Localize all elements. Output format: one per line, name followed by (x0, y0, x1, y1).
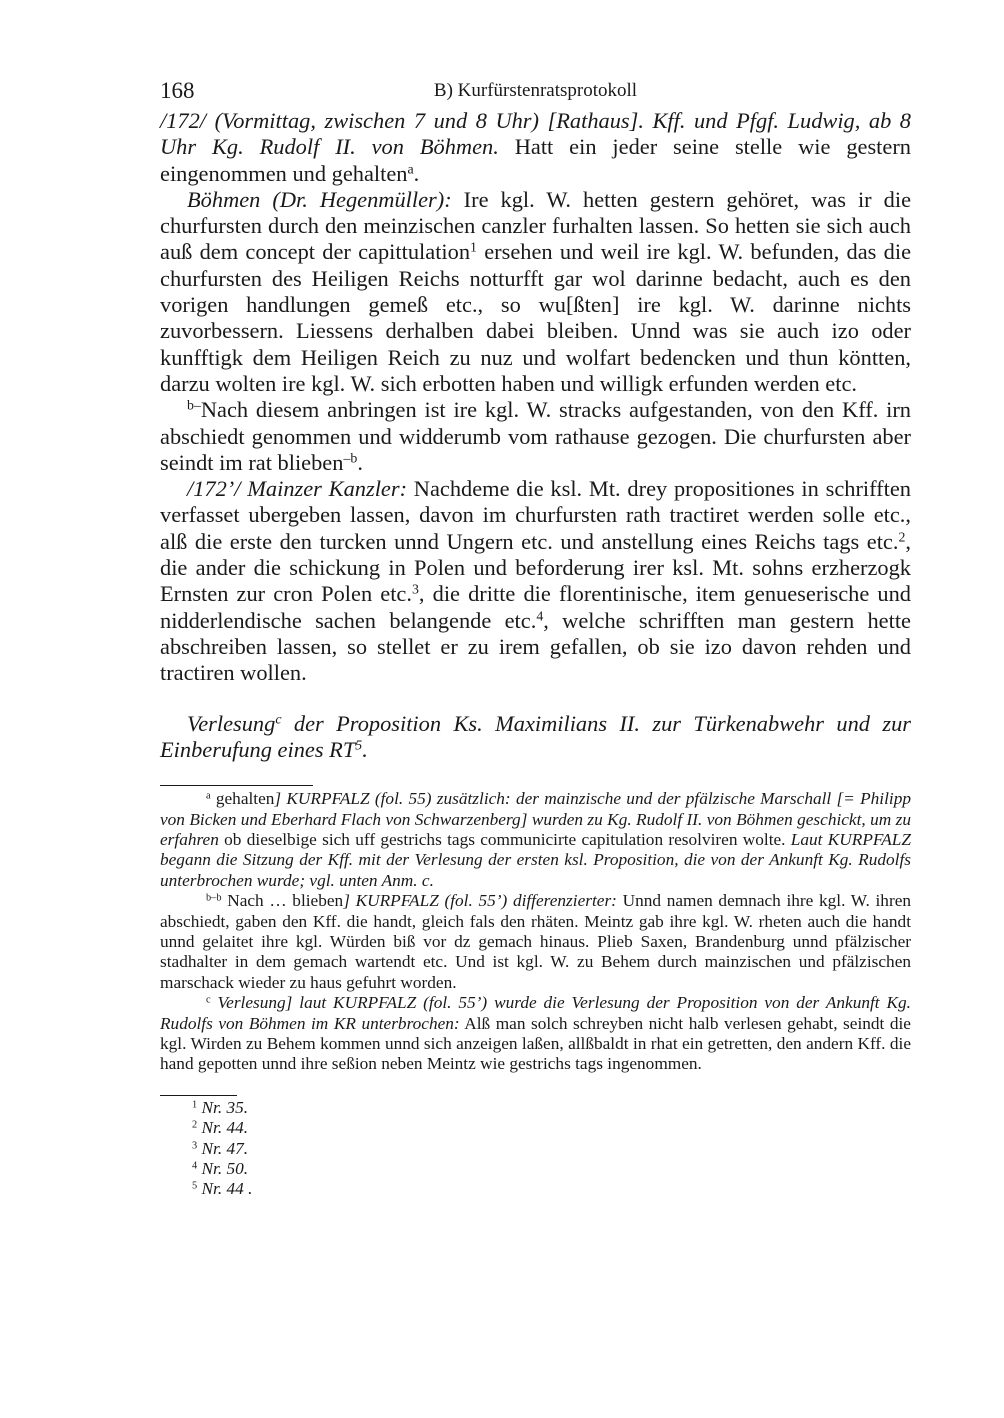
reference-mark-2[interactable]: 2 (898, 530, 906, 546)
reference-note: $^2$ Nr. 44. (192, 1118, 249, 1138)
reference-note: $^1$ Nr. 35. (192, 1097, 249, 1117)
footnote-mark-b-end[interactable]: –b (343, 451, 358, 467)
footnote-b: $^{b-b}$ Nach … blieben] KURPFALZ (fol. 55’) differenzierter: Unnd namen demnach ihre kgl. W. ihren abschiedt, gaben den Kff. die handt, gleich fals den rhäten. Meintz gab ihre kgl. W. rheten auch die handt unnd gelaitet ihre kgl. Würden biß vor dz gemach hinaus. Plieb Saxen, Brandenburg unnd pfälzischer stadhalter in dem gemach wartendt etc. Und ist kgl. W. zu Behem durch mainzischen und pfälzischen marschack wieder zu haus gefuhrt worden. (160, 891, 912, 992)
footnote-mark-a[interactable]: a (407, 161, 414, 177)
reference-notes (160, 1098, 911, 1200)
paragraph-session-opening: /172/ (Vormittag, zwischen 7 und 8 Uhr) [Rathaus]. Kff. und Pfgf. Ludwig, ab 8 Uhr Kg. Rudolf II. von Böhmen. Hatt ein jeder seine stelle wie gestern eingenommen und gehalten$^a$. (160, 108, 911, 186)
main-text (160, 108, 911, 763)
textual-footnotes (160, 789, 911, 1075)
footnote-a: $^a$ gehalten] KURPFALZ (fol. 55) zusätzlich: der mainzische und der pfälzische Marschall [= Philipp von Bicken und Eberhard Flach von Schwarzenberg] wurden zu Kg. Rudolf II. von Böhmen geschickt, um zu erfahren ob dieselbige sich uff gestrichs tags communicirte capitulation resolviren wolte. Laut KURPFALZ begann die Sitzung der Kff. mit der Verlesung der ersten ksl. Proposition, die von der Ankunft Kg. Rudolfs unterbrochen wurde; vgl. unten Anm. c. (160, 789, 911, 890)
page-number: 168 (160, 78, 195, 103)
reference-mark-1[interactable]: 1 (470, 240, 477, 256)
reference-note: $^4$ Nr. 50. (192, 1159, 249, 1179)
paragraph-bohemia-speech: Böhmen (Dr. Hegenmüller): Ire kgl. W. hetten gestern gehöret, was ir die churfursten durch den meinzischen canzler furhalten lassen. So hetten sie sich auch auß dem concept der capittulation$^1$ ersehen und weil ire kgl. W. befunden, das die churfursten des Heiligen Reichs notturfft gar wol darinne bedacht, auch es den vorigen handlungen gemeß etc., so wu[ßten] ire kgl. W. darinne nichts zuvorbessern. Liessens derhalben dabei bleiben. Unnd was sie auch izo oder kunfftigk dem Heiligen Reich zu nuz und wolfart bedencken und thun köntten, darzu wolten ire kgl. W. sich erbotten haben und willigk erfunden werden etc. (160, 186, 912, 396)
page-header (160, 78, 911, 108)
footnote-mark-b-start[interactable]: b– (187, 398, 201, 414)
reference-mark-5[interactable]: 5 (355, 738, 363, 754)
reference-mark-3[interactable]: 3 (411, 582, 419, 598)
reference-mark-4[interactable]: 4 (536, 609, 544, 625)
paragraph-mainz-chancellor: /172’/ Mainzer Kanzler: Nachdeme die ksl. Mt. drey propositiones in schrifften verfasset ubergeben lassen, davon im churfursten rath tractiret werden solle etc., alß die erste den turcken unnd Ungern etc. und anstellung eines Reichs tags etc.$^2$, die ander die schickung in Polen und beforderung irer ksl. Mt. sohns erzherzogk Ernsten zur cron Polen etc.$^3$, die dritte die florentinische, item genueserische und nidderlendische sachen belangende etc.$^4$, welche schrifften man gestern hette abschreiben lassen, so stellet er zu irem gefallen, ob sie izo davon rehden und tractiren wollen. (160, 476, 911, 686)
footnote-c: $^c$ Verlesung] laut KURPFALZ (fol. 55’) wurde die Verlesung der Proposition von der Ankunft Kg. Rudolfs von Böhmen im KR unterbrochen: Alß man solch schreyben nicht halb verlesen gehabt, seindt die kgl. Wirden zu Behem kommen unnd sich anzeigen laßen, allßbaldt in rhat ein getretten, den andern Kff. die hand gepotten unnd ihre seßion neben Meintz wie gestrichs tags ingenommen. (160, 993, 911, 1074)
reference-note: $^3$ Nr. 47. (192, 1138, 249, 1158)
document-page (160, 78, 911, 1200)
footnote-mark-c[interactable]: c (275, 711, 282, 727)
footnote-divider (160, 785, 313, 786)
reference-divider (160, 1095, 237, 1096)
running-head: B) Kurfürstenratsprotokoll (433, 80, 638, 101)
section-heading: Verlesung$^c$ der Proposition Ks. Maximilians II. zur Türkenabwehr und zur Einberufung eines $RT^5$. (160, 710, 911, 762)
reference-note: $^5$ Nr. 44 . (192, 1179, 253, 1199)
paragraph-king-departs: $^{b-}$Nach diesem anbringen ist ire kgl. W. stracks aufgestanden, von den Kff. irn abschiedt genommen und widderumb vom rathause gezogen. Die churfursten aber seindt im rat blieben$^{-b}$. (160, 397, 911, 475)
